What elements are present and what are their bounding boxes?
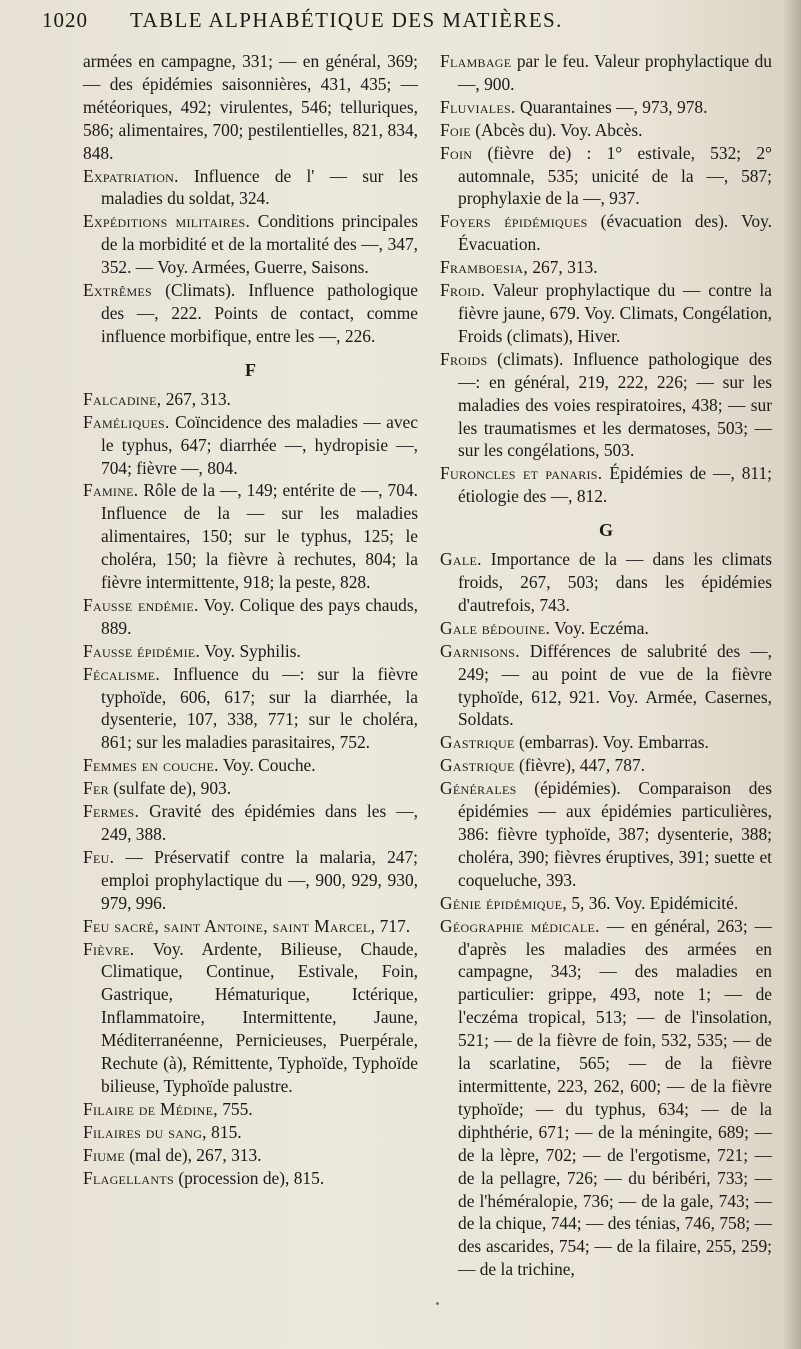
index-entry [440, 119, 772, 142]
entry-text: 267, 313. [161, 388, 231, 409]
entry-heading: Expatriation. [83, 165, 179, 186]
entry-heading: Fausse endémie. [83, 594, 199, 615]
entry-heading: Foyers épidémiques [440, 211, 588, 232]
entry-heading: Extrêmes [83, 280, 153, 301]
index-entry [440, 462, 772, 508]
index-entry [83, 938, 418, 1098]
entry-heading: Fermes. [83, 801, 140, 822]
entry-heading: Fécalisme. [83, 663, 161, 684]
entry-text: Importance de la — dans les climats froids, 267, 503; dans les épidémies d'autrefois, 743. [458, 549, 772, 615]
entry-text: Voy. Colique des pays chauds, 889. [101, 594, 418, 638]
index-entry [83, 846, 418, 915]
entry-heading: Filaire de Médine, [83, 1098, 218, 1119]
entry-heading: Faméliques. [83, 411, 170, 432]
entry-heading: Foie [440, 119, 471, 140]
entry-heading: Fausse épidémie. [83, 640, 201, 661]
index-entry [440, 210, 772, 256]
index-entry [440, 50, 772, 96]
entry-heading: Feu. [83, 846, 115, 867]
entry-text: Coïncidence des maladies — avec le typhus, 647; diarrhée —, hydropisie —, 704; fièvre —, 804. [101, 411, 418, 478]
entry-text: (évacuation des). Voy. Évacuation. [458, 211, 772, 255]
index-entry [440, 617, 772, 640]
entry-heading: Femmes en couche. [83, 755, 219, 776]
entry-heading: Famine. [83, 480, 139, 501]
entry-text: (climats). Influence pathologique des —: en général, 219, 222, 226; — sur les maladies des voies respiratoires, 438; — sur les traumatismes et les dermatoses, 503; — sur les congélations, 503. [458, 348, 772, 461]
entry-text: Influence de l' — sur les maladies du soldat, 324. [101, 165, 418, 209]
index-entry [440, 548, 772, 617]
entry-text: 755. [217, 1098, 253, 1119]
entry-text: 267, 313. [528, 257, 598, 278]
index-entry [440, 96, 772, 119]
entry-text: — en général, 263; — d'après les maladies des armées en campagne, 343; — des maladies en particulier: grippe, 493, note 1; — de l'eczéma tropical, 513; — de l'insolation, 521; — de la fièvre de foin, 532, 535; — de la scarlatine, 565; — de la fièvre intermittente, 223, 262, 600; — de la fièvre typhoïde; — du typhus, 634; — de la diphthérie, 671; — de la méningite, 689; — de la lèpre, 702; — de l'ergotisme, 721; — de la pellagre, 726; — du béribéri, 733; — de l'héméralopie, 736; — de la gale, 743; — de la chique, 744; — des ténias, 746, 758; — des ascarides, 754; — de la filaire, 255, 259; — de la trichine, [458, 915, 772, 1280]
entry-heading: Fer [83, 778, 109, 799]
index-entry [83, 210, 418, 279]
entry-text: Voy. Couche. [218, 755, 316, 776]
entry-text: (fièvre), 447, 787. [514, 755, 645, 776]
entry-text: Voy. Ardente, Bilieuse, Chaude, Climatique, Continue, Estivale, Foin, Gastrique, Hématurique, Ictérique, Inflammatoire, Intermittente, Jaune, Méditerranéenne, Pernicieuses, Puerpérale, Rechute (à), Rémittente, Typhoïde, Typhoïde bilieuse, Typhoïde palustre. [101, 938, 418, 1096]
entry-heading: Fluviales. [440, 96, 516, 117]
entry-heading: Furoncles et panaris. [440, 463, 603, 484]
index-entry [83, 1098, 418, 1121]
index-entry [83, 594, 418, 640]
entry-text: (mal de), 267, 313. [124, 1144, 262, 1165]
entry-text: Rôle de la —, 149; entérite de —, 704. Influence de la — sur les maladies alimentaires, 150; sur le typhus, 125; le choléra, 150; la fièvre à rechutes, 804; la fièvre intermittente, 918; la peste, 828. [101, 480, 418, 593]
entry-heading: Gale. [440, 549, 482, 570]
page-header [40, 6, 780, 40]
entry-heading: Feu sacré, saint Antoine, saint Marcel, [83, 915, 376, 936]
entry-heading: Froids [440, 348, 488, 369]
index-entry [83, 411, 418, 480]
entry-text: (fièvre de) : 1° estivale, 532; 2° automnale, 535; unicité de la —, 587; prophylaxie de la —, 937. [458, 142, 772, 209]
entry-heading: Flagellants [83, 1167, 174, 1188]
index-entry [83, 279, 418, 348]
index-entry [83, 1121, 418, 1144]
index-entry [440, 892, 772, 915]
entry-text: 5, 36. Voy. Epidémicité. [567, 892, 739, 913]
entry-heading: Foin [440, 142, 473, 163]
left-column [83, 50, 418, 1190]
entry-text: armées en campagne, 331; — en général, 369; — des épidémies saisonnières, 431, 435; — météoriques, 492; virulentes, 546; telluriques, 586; alimentaires, 700; pestilentielles, 821, 834, 848. [83, 51, 418, 163]
entry-heading: Froid. [440, 280, 486, 301]
entry-heading: Générales [440, 778, 517, 799]
entry-text: Quarantaines —, 973, 978. [515, 96, 708, 117]
index-entry [440, 142, 772, 211]
index-entry [440, 754, 772, 777]
entry-heading: Gastrique [440, 732, 515, 753]
index-entry [83, 640, 418, 663]
entry-text: (sulfate de), 903. [108, 778, 232, 799]
entry-text: (embarras). Voy. Embarras. [514, 732, 709, 753]
entry-heading: Gastrique [440, 755, 515, 776]
index-entry [83, 777, 418, 800]
entry-text: (procession de), 815. [173, 1167, 325, 1188]
print-speck [436, 1302, 439, 1305]
index-entry [83, 1144, 418, 1167]
entry-text: Gravité des épidémies dans les —, 249, 388. [101, 801, 418, 844]
entry-heading: Garnisons. [440, 640, 520, 661]
index-entry [440, 256, 772, 279]
entry-heading: Fiume [83, 1144, 125, 1165]
page-number: 1020 [42, 8, 88, 32]
entry-text: 717. [375, 915, 411, 936]
section-letter: G [598, 520, 613, 541]
index-entry [83, 388, 418, 411]
right-column [440, 50, 772, 1281]
index-entry [440, 915, 772, 1282]
index-entry [440, 348, 772, 463]
entry-heading: Géographie médicale. [440, 915, 600, 936]
index-entry [83, 50, 418, 165]
index-entry [440, 731, 772, 754]
index-entry [440, 640, 772, 732]
index-entry [83, 165, 418, 211]
entry-heading: Framboesia, [440, 257, 528, 278]
entry-text: (épidémies). Comparaison des épidémies — aux épidémies particulières, 386: fièvre typhoïde, 387; dysenterie, 388; choléra, 390; fièvres éruptives, 391; suette et coqueluche, 393. [458, 778, 772, 890]
entry-text: Influence du —: sur la fièvre typhoïde, 606, 617; sur la diarrhée, la dysenterie, 107, 338, 771; sur le choléra, 861; sur les maladies parasitaires, 752. [101, 663, 418, 753]
entry-text: Valeur prophylactique du — contre la fièvre jaune, 679. Voy. Climats, Congélation, Froids (climats), Hiver. [458, 280, 772, 346]
entry-text: Épidémies de —, 811; étiologie des —, 812. [458, 463, 772, 507]
entry-heading: Fièvre. [83, 938, 135, 959]
index-entry [83, 663, 418, 755]
entry-heading: Gale bédouine. [440, 617, 551, 638]
index-entry [440, 279, 772, 348]
entry-text: 815. [206, 1121, 242, 1142]
entry-text: (Climats). Influence pathologique des —, 222. Points de contact, comme influence morbifique, entre les —, 226. [101, 280, 418, 346]
section-letter: F [245, 359, 256, 380]
entry-text: Voy. Syphilis. [200, 640, 301, 661]
entry-text: Conditions principales de la morbidité et de la mortalité des —, 347, 352. — Voy. Armées, Guerre, Saisons. [101, 211, 418, 278]
index-entry [83, 754, 418, 777]
index-entry [440, 777, 772, 892]
entry-text: Voy. Eczéma. [550, 617, 649, 638]
entry-heading: Génie épidémique, [440, 892, 568, 913]
running-title: TABLE ALPHABÉTIQUE DES MATIÈRES. [130, 8, 563, 32]
entry-heading: Flambage [440, 51, 512, 71]
entry-heading: Falcadine, [83, 388, 162, 409]
entry-text: par le feu. Valeur prophylactique du —, 900. [458, 51, 772, 94]
index-entry [83, 915, 418, 938]
entry-text: — Préservatif contre la malaria, 247; emploi prophylactique du —, 900, 929, 930, 979, 996. [101, 846, 418, 913]
index-entry [83, 479, 418, 594]
entry-text: Différences de salubrité des —, 249; — au point de vue de la fièvre typhoïde, 612, 921. Voy. Armée, Casernes, Soldats. [458, 640, 772, 730]
entry-text: (Abcès du). Voy. Abcès. [470, 119, 643, 140]
entry-heading: Expéditions militaires. [83, 211, 251, 232]
index-entry [83, 1167, 418, 1190]
index-entry [83, 800, 418, 846]
page-edge-shadow [783, 0, 801, 1349]
entry-heading: Filaires du sang, [83, 1121, 207, 1142]
